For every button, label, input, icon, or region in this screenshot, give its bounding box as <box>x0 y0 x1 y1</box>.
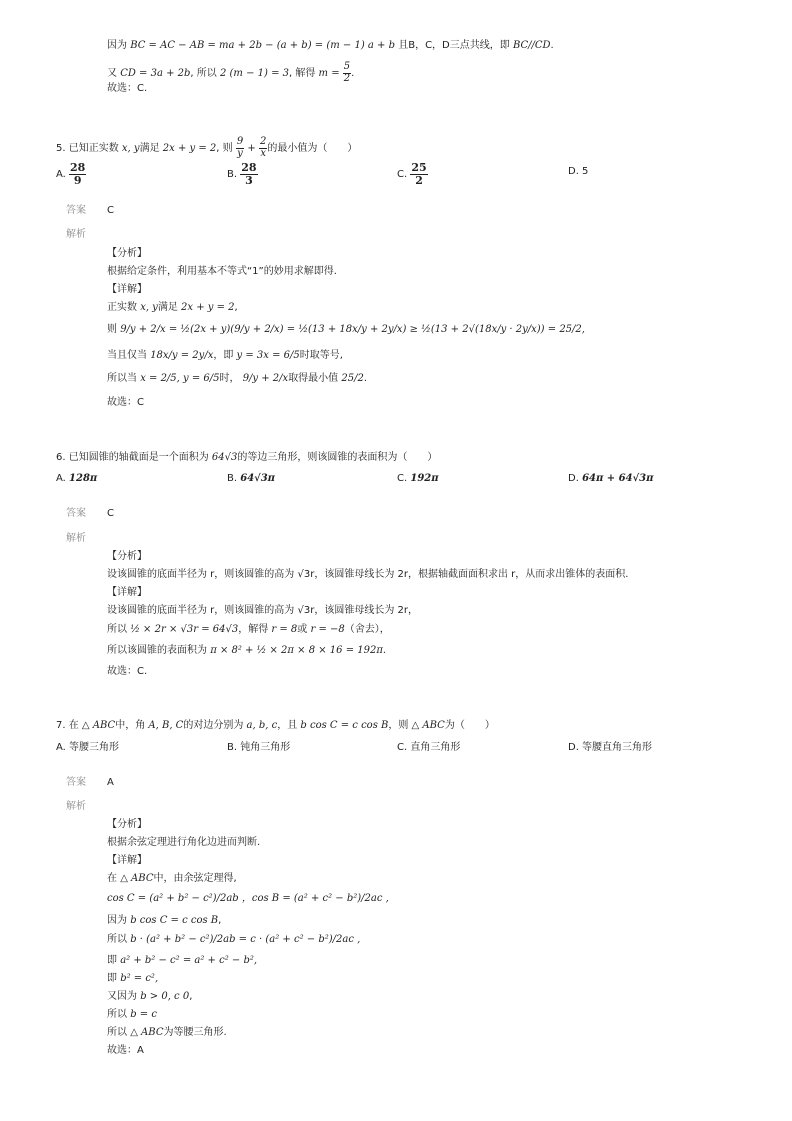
text: 中，由余弦定理得, <box>153 873 237 884</box>
q5-analysis-heading: 【分析】 <box>107 248 147 259</box>
text: 满足 <box>157 302 178 313</box>
fraction: $\frac{28}{9}$ <box>70 161 86 187</box>
math: r = −8 <box>310 624 345 635</box>
q6-explanation-label: 解析 <box>66 533 86 544</box>
q7-detail-line-8 <box>107 1009 157 1021</box>
q6-analysis-text: 设该圆锥的底面半径为 r，则该圆锥的高为 √3r，该圆锥母线长为 2r，根据轴截面面积求出 r，从而求出锥体的表面积. <box>107 569 629 580</box>
prev-line-2: 又 CD = 3a + 2b, 所以 2 (m − 1) = 3, 解得 m = $\frac{5}{2}$ . <box>107 61 355 84</box>
text: 所以 <box>107 624 127 635</box>
q7-detail-line-9 <box>107 1027 227 1039</box>
q5-detail-line-2 <box>107 324 585 336</box>
text: ，即 <box>213 350 234 361</box>
q5-option-d: D. 5 <box>568 166 589 177</box>
math: x, y <box>140 302 158 313</box>
text: 即 <box>107 955 117 966</box>
q7-detail-line-3: 因为 b cos C = c cos B, <box>107 915 222 926</box>
q6-detail-line-1: 设该圆锥的底面半径为 r，则该圆锥的高为 √3r，该圆锥母线长为 2r， <box>107 605 418 616</box>
text: 则 <box>107 324 117 335</box>
equation: m = <box>318 68 340 79</box>
text: ，解得 <box>238 624 269 635</box>
math: b > 0, c 0 <box>140 991 190 1002</box>
fraction: $\frac{28}{3}$ <box>241 161 257 187</box>
q5-detail-heading: 【详解】 <box>107 284 147 295</box>
q7-explanation-label: 解析 <box>66 801 86 812</box>
q5-option-b <box>227 162 258 186</box>
text: （舍去）， <box>344 624 390 635</box>
text: 又因为 <box>107 991 137 1002</box>
math: △ ABC <box>81 720 116 731</box>
inequality-chain: 9/y + 2/x = ½(2x + y)(9/y + 2/x) = ½(13 + 18x/y + 2y/x) ≥ ½(13 + 2√(18x/y · 2y/x)) = 25/2, <box>120 324 585 335</box>
q7-detail-heading: 【详解】 <box>107 855 147 866</box>
math: π × 8² + ½ × 2π × 8 × 16 = 192π. <box>210 645 387 656</box>
math: a² + b² − c² = a² + c² − b², <box>120 955 258 966</box>
q6-detail-line-3 <box>107 645 386 657</box>
q7-analysis-text: 根据余弦定理进行角化边进而判断. <box>107 837 261 848</box>
option-value: 192π <box>410 473 439 484</box>
math: 2x + y = 2 <box>162 143 217 154</box>
equation: 2 (m − 1) = 3 <box>219 68 289 79</box>
q6-detail-line-2 <box>107 624 390 636</box>
text: 的对边分别为 <box>183 720 244 731</box>
fraction: $\frac{5}{2}$ <box>343 61 351 84</box>
math: b cos C = c cos B <box>130 915 219 926</box>
q6-detail-line-4: 故选：C. <box>107 666 148 677</box>
text: 当且仅当 <box>107 350 147 361</box>
text: 为等腰三角形. <box>163 1027 227 1038</box>
math: 9/y + 2/x <box>242 373 289 384</box>
text: 时， <box>219 373 240 384</box>
math: x = 2/5, y = 6/5 <box>140 373 220 384</box>
text: 解得 <box>295 68 316 79</box>
math: y = 3x = 6/5 <box>236 350 300 361</box>
cosine-formulas: cos C = (a² + b² − c²)/2ab ，cos B = (a² + c² − b²)/2ac , <box>107 893 389 904</box>
q7-detail-line-7: 又因为 b > 0, c 0, <box>107 991 193 1002</box>
q6-answer: C <box>107 508 114 519</box>
q6-analysis-heading: 【分析】 <box>107 551 147 562</box>
q7-answer-label: 答案 <box>66 777 86 788</box>
text: 满足 <box>139 143 160 154</box>
q7-answer: A <box>107 777 114 788</box>
q5-detail-line-3 <box>107 350 343 362</box>
q7-detail-line-4 <box>107 934 360 946</box>
text: 中，角 <box>115 720 146 731</box>
text: 7. 在 <box>56 720 79 731</box>
math: b = c <box>130 1009 157 1020</box>
math: r = 8 <box>271 624 298 635</box>
q7-option-c: C. 直角三角形 <box>397 742 461 753</box>
option-value: 64π + 64√3π <box>582 473 654 484</box>
plus: + <box>247 143 256 154</box>
math: △ ABC <box>130 1027 164 1038</box>
option-label: B. <box>227 169 238 181</box>
q5-detail-line-5: 故选：C <box>107 397 144 408</box>
text: 所以 <box>196 68 217 79</box>
text: 正实数 <box>107 302 137 313</box>
text: 的最小值为（ ） <box>267 143 358 154</box>
math: b² = c², <box>120 973 159 984</box>
vector-cd-equation: CD = 3a + 2b <box>120 68 191 79</box>
math: A, B, C <box>148 720 184 731</box>
option-label: C. <box>397 169 408 181</box>
prev-line-1: 因为 BC = AC − AB = ma + 2b − (a + b) = (m − 1) a + b 且B，C，D三点共线，即 BC//CD. <box>107 40 554 51</box>
q5-explanation-label: 解析 <box>66 229 86 240</box>
q7-option-a: A. 等腰三角形 <box>56 742 120 753</box>
q7-detail-line-2 <box>107 893 389 905</box>
math: 18x/y = 2y/x <box>150 350 214 361</box>
text: 所以当 <box>107 373 137 384</box>
q7-analysis-heading: 【分析】 <box>107 819 147 830</box>
text: 因为 <box>107 915 127 926</box>
math: 2x + y = 2 <box>181 302 235 313</box>
math: ½ × 2r × √3r = 64√3 <box>130 624 239 635</box>
text: 又 <box>107 68 117 79</box>
text: 时取等号, <box>299 350 343 361</box>
math: b · (a² + b² − c²)/2ab = c · (a² + c² − b²)/2ac , <box>130 934 361 945</box>
vector-equation: BC = AC − AB = ma + 2b − (a + b) = (m − 1) a + b <box>130 40 396 51</box>
q5-detail-line-1: 正实数 x, y满足 2x + y = 2, <box>107 302 238 313</box>
text: 因为 <box>107 40 127 51</box>
text: 且B，C，D三点共线，即 <box>398 40 510 51</box>
text: 的等边三角形，则该圆锥的表面积为（ ） <box>237 452 438 463</box>
text: 取得最小值 <box>288 373 339 384</box>
text: 所以 <box>107 1027 127 1038</box>
q7-option-b: B. 钝角三角形 <box>227 742 291 753</box>
parallel-vectors: BC//CD <box>512 40 551 51</box>
math: △ ABC <box>411 720 445 731</box>
option-value: 64√3π <box>240 473 275 484</box>
math: x, y <box>121 143 140 154</box>
q5-option-c <box>397 162 428 186</box>
fraction: $\frac{25}{2}$ <box>411 161 427 187</box>
math: 25/2 <box>341 373 364 384</box>
math: a, b, c <box>246 720 278 731</box>
q6-detail-heading: 【详解】 <box>107 587 147 598</box>
text: 即 <box>107 973 117 984</box>
text: ，则 <box>388 720 409 731</box>
q7-detail-line-1 <box>107 873 237 885</box>
fraction: $\frac{9}{y}$ <box>236 136 244 159</box>
q5-analysis-text: 根据给定条件，利用基本不等式“1”的妙用求解即得. <box>107 266 337 277</box>
option-label: A. <box>56 169 66 181</box>
q5-detail-line-4: 所以当 x = 2/5, y = 6/5时， 9/y + 2/x取得最小值 25/2. <box>107 373 368 384</box>
q6-option-b <box>227 473 275 485</box>
q7-detail-line-5 <box>107 955 257 967</box>
q6-stem <box>56 452 437 464</box>
q5-answer-label: 答案 <box>66 205 86 216</box>
q5-option-a <box>56 162 86 186</box>
q7-option-d: D. 等腰直角三角形 <box>568 742 653 753</box>
math: 64√3 <box>211 452 238 463</box>
text: 则 <box>222 143 233 154</box>
q6-option-d <box>568 473 653 485</box>
text: 所以该圆锥的表面积为 <box>107 645 207 656</box>
q5-answer: C <box>107 205 114 216</box>
text: 所以 <box>107 934 127 945</box>
text: 为（ ） <box>444 720 495 731</box>
prev-answer: 故选：C. <box>107 83 148 94</box>
q7-stem <box>56 720 495 732</box>
option-label: D. <box>568 473 579 484</box>
option-label: C. <box>397 473 408 484</box>
text: 或 <box>297 624 308 635</box>
text: 6. 已知圆锥的轴截面是一个面积为 <box>56 452 209 463</box>
q6-option-c <box>397 473 439 485</box>
q6-option-a <box>56 473 97 485</box>
text: 在 <box>107 873 117 884</box>
q7-detail-line-10: 故选：A <box>107 1045 144 1056</box>
math: △ ABC <box>120 873 154 884</box>
q5-stem: 5. 已知正实数 x, y满足 2x + y = 2, 则 $\frac{9}{y}$ + $\frac{2}{x}$ 的最小值为（ ） <box>56 136 358 159</box>
option-value: 128π <box>69 473 98 484</box>
q6-answer-label: 答案 <box>66 508 86 519</box>
text: ，且 <box>277 720 298 731</box>
option-label: B. <box>227 473 238 484</box>
text: 5. 已知正实数 <box>56 143 119 154</box>
option-label: A. <box>56 473 66 484</box>
q7-detail-line-6 <box>107 973 158 985</box>
text: 所以 <box>107 1009 127 1020</box>
fraction: $\frac{2}{x}$ <box>259 136 267 159</box>
math: b cos C = c cos B <box>300 720 389 731</box>
